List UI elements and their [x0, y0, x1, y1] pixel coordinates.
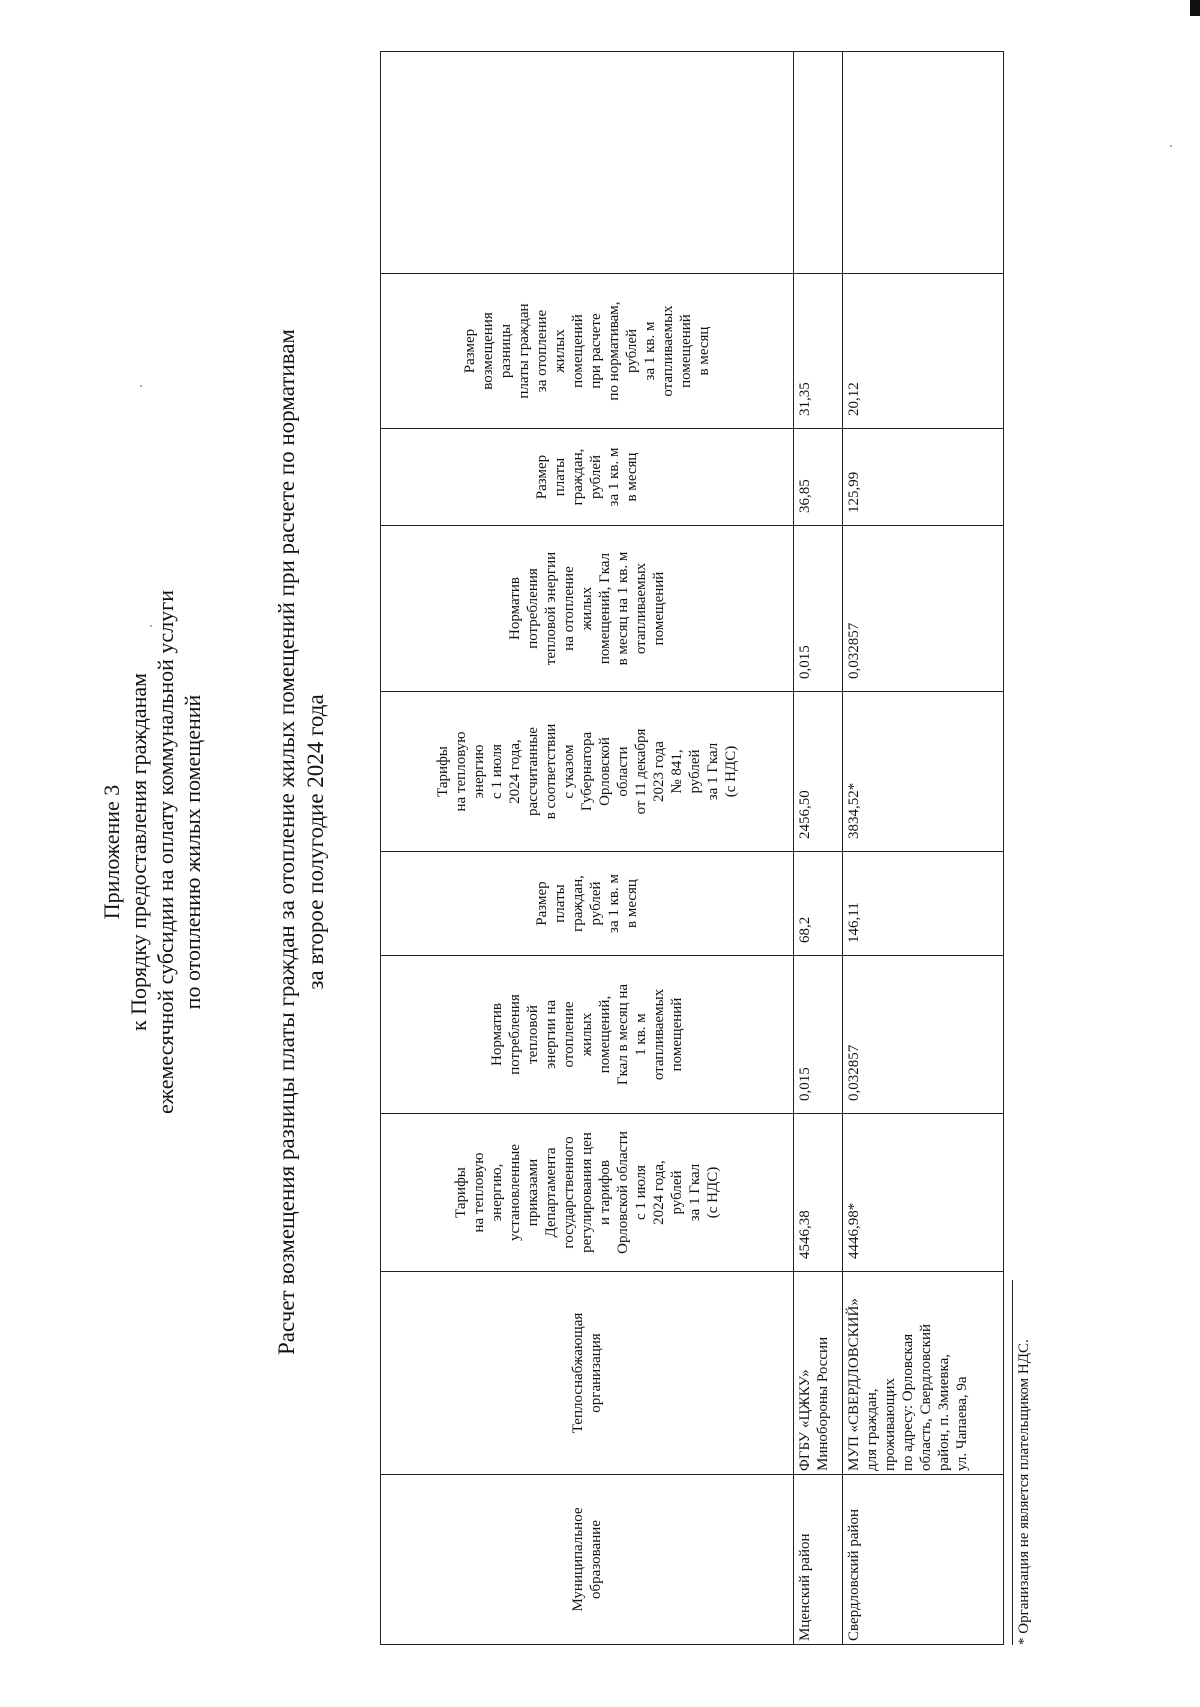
cell-tariff-dept: 4546,38 — [794, 1114, 843, 1272]
text-line: от 11 декабря — [633, 728, 649, 815]
text-line: за 1 Гкал — [687, 1163, 703, 1222]
cell-norm-1: 0,015 — [794, 956, 843, 1114]
text-line: жилых — [579, 586, 595, 631]
text-line: отапливаемых — [660, 305, 676, 397]
text-line: (с НДС) — [705, 1166, 721, 1219]
text-line: тепловой энергии — [543, 551, 559, 666]
text-line: за отопление — [534, 309, 550, 393]
text-line: жилых — [579, 1012, 595, 1057]
text-line: Размер — [534, 454, 550, 500]
text-line: Тарифы — [453, 1167, 469, 1218]
text-line: 2023 года — [651, 741, 667, 802]
text-line: потребления — [507, 994, 523, 1075]
header-empty — [381, 52, 794, 274]
text-line: для граждан, — [864, 1388, 880, 1471]
text-line: образование — [588, 1520, 604, 1599]
calculation-title — [272, 177, 330, 1507]
text-line: область, Свердловский — [918, 1323, 934, 1471]
text-line: в месяц на 1 кв. м — [615, 551, 631, 666]
text-line: рублей — [588, 881, 604, 926]
text-line: регулирования цен — [579, 1132, 595, 1253]
cell-payment-1: 146,11 — [843, 852, 1004, 956]
scan-speck — [150, 625, 152, 627]
text-line: № 841, — [669, 749, 685, 794]
text-line: жилых — [552, 329, 568, 373]
cell-payment-2: 36,85 — [794, 429, 843, 526]
appendix-line: к Порядку предоставления гражданам — [126, 672, 151, 1032]
text-line: проживающих — [882, 1378, 898, 1471]
text-line: при расчете — [588, 313, 604, 389]
footnote-divider — [1012, 1280, 1013, 1645]
header-tariff-gov — [381, 692, 794, 852]
cell-tariff-gov: 3834,52* — [843, 692, 1004, 852]
cell-compensation: 20,12 — [843, 274, 1004, 429]
text-line: Орловской — [597, 737, 613, 806]
text-line: 2024 года, — [651, 1160, 667, 1225]
text-line: рассчитанные — [525, 727, 541, 816]
text-line: МУП «СВЕРДЛОВСКИЙ» — [846, 1298, 862, 1471]
text-line: с 1 июля — [489, 744, 505, 799]
text-line: отапливаемых — [633, 562, 649, 655]
text-line: в месяц — [624, 452, 640, 502]
text-line: помещений, — [597, 995, 613, 1074]
appendix-heading — [98, 327, 206, 1377]
text-line: за 1 кв. м — [606, 447, 622, 507]
text-line: с указом — [561, 744, 577, 799]
text-line: рублей — [687, 749, 703, 794]
text-line: за 1 кв. м — [642, 321, 658, 381]
text-line: на отопление — [561, 566, 577, 651]
text-line: в соответствии — [543, 723, 559, 820]
text-line: район, п. Змиевка, — [936, 1354, 952, 1471]
text-line: на тепловую — [471, 1152, 487, 1233]
appendix-line: по отоплению жилых помещений — [180, 694, 205, 1010]
cell-norm-2: 0,032857 — [843, 526, 1004, 692]
text-line: ул. Чапаева, 9а — [954, 1376, 970, 1471]
cell-organization — [794, 1272, 843, 1475]
text-line: с 1 июля — [633, 1165, 649, 1220]
text-line: платы граждан — [516, 303, 532, 399]
text-line: 1 кв. м — [633, 1013, 649, 1056]
text-line: разницы — [498, 323, 514, 379]
calculation-title-line: Расчет возмещения разницы платы граждан за отопление жилых помещений при расчете по нормативам — [274, 329, 299, 1355]
cell-tariff-dept: 4446,98* — [843, 1114, 1004, 1272]
cell-tariff-gov: 2456,50 — [794, 692, 843, 852]
header-payment-2 — [381, 429, 794, 526]
text-line: отопление — [561, 1001, 577, 1068]
text-line: по адресу: Орловская — [900, 1333, 916, 1471]
text-line: приказами — [525, 1158, 541, 1227]
text-line: 2024 года, — [507, 739, 523, 804]
header-norm-2 — [381, 526, 794, 692]
text-line: Губернатора — [579, 731, 595, 812]
text-line: Орловской области — [615, 1131, 631, 1254]
cell-organization — [843, 1272, 1004, 1475]
text-line: помещений — [570, 314, 586, 388]
text-line: Норматив — [489, 1003, 505, 1066]
text-line: Минобороны России — [815, 1336, 831, 1471]
text-line: области — [615, 746, 631, 797]
text-line: Муниципальное — [570, 1507, 586, 1612]
text-line: Тарифы — [435, 746, 451, 797]
scan-speck — [140, 385, 142, 387]
text-line: установленные — [507, 1144, 523, 1241]
text-line: государственного — [561, 1136, 577, 1249]
cell-municipality: Свердловский район — [843, 1475, 1004, 1645]
text-line: энергии на — [543, 999, 559, 1070]
header-municipality — [381, 1475, 794, 1645]
text-line: платы — [552, 457, 568, 497]
cell-norm-1: 0,032857 — [843, 956, 1004, 1114]
cell-empty — [794, 52, 843, 274]
text-line: за 1 кв. м — [606, 874, 622, 933]
text-line: и тарифов — [597, 1160, 613, 1226]
text-line: помещений — [669, 997, 685, 1072]
text-line: в месяц — [696, 326, 712, 376]
text-line: возмещения — [480, 312, 496, 390]
text-line: Теплоснабжающая — [570, 1312, 586, 1434]
header-payment-1 — [381, 852, 794, 956]
text-line: Размер — [462, 328, 478, 374]
text-line: по нормативам, — [606, 301, 622, 401]
cell-norm-2: 0,015 — [794, 526, 843, 692]
table-row — [843, 52, 1004, 1645]
text-line: Департамента — [543, 1147, 559, 1238]
text-line: Норматив — [507, 577, 523, 640]
text-line: (с НДС) — [723, 745, 739, 798]
calculation-title-line: за второе полугодие 2024 года — [303, 694, 328, 990]
text-line: энергию, — [489, 1163, 505, 1222]
table-row — [794, 52, 843, 1645]
compensation-table — [380, 51, 1004, 1645]
text-line: потребления — [525, 568, 541, 649]
text-line: граждан, — [570, 448, 586, 506]
footnote: * Организация не является плательщиком НДС. — [1016, 1339, 1032, 1645]
text-line: Гкал в месяц на — [615, 983, 631, 1086]
text-line: рублей — [669, 1170, 685, 1215]
text-line: Размер — [534, 881, 550, 926]
appendix-line: ежемесячной субсидии на оплату коммунальной услуги — [153, 590, 178, 1114]
cell-compensation: 31,35 — [794, 274, 843, 429]
text-line: за 1 Гкал — [705, 742, 721, 801]
text-line: рублей — [624, 328, 640, 374]
scan-speck — [1170, 145, 1172, 147]
scan-corner-mark — [1190, 0, 1200, 16]
text-line: в месяц — [624, 879, 640, 928]
text-line: граждан, — [570, 875, 586, 932]
header-norm-1 — [381, 956, 794, 1114]
text-line: помещений — [678, 314, 694, 388]
text-line: помещений, Гкал — [597, 552, 613, 665]
cell-empty — [843, 52, 1004, 274]
header-organization — [381, 1272, 794, 1475]
text-line: на тепловую — [453, 731, 469, 812]
text-line: платы — [552, 884, 568, 923]
text-line: ФГБУ «ЦЖКУ» — [797, 1369, 813, 1471]
text-line: помещений — [651, 571, 667, 646]
text-line: тепловой — [525, 1005, 541, 1064]
header-compensation — [381, 274, 794, 429]
cell-municipality: Мценский район — [794, 1475, 843, 1645]
header-tariff-dept — [381, 1114, 794, 1272]
table-header-row — [381, 52, 794, 1645]
text-line: отапливаемых — [651, 988, 667, 1081]
appendix-title: Приложение 3 — [99, 784, 124, 920]
cell-payment-1: 68,2 — [794, 852, 843, 956]
text-line: рублей — [588, 454, 604, 500]
cell-payment-2: 125,99 — [843, 429, 1004, 526]
text-line: организация — [588, 1333, 604, 1413]
text-line: энергию — [471, 744, 487, 799]
